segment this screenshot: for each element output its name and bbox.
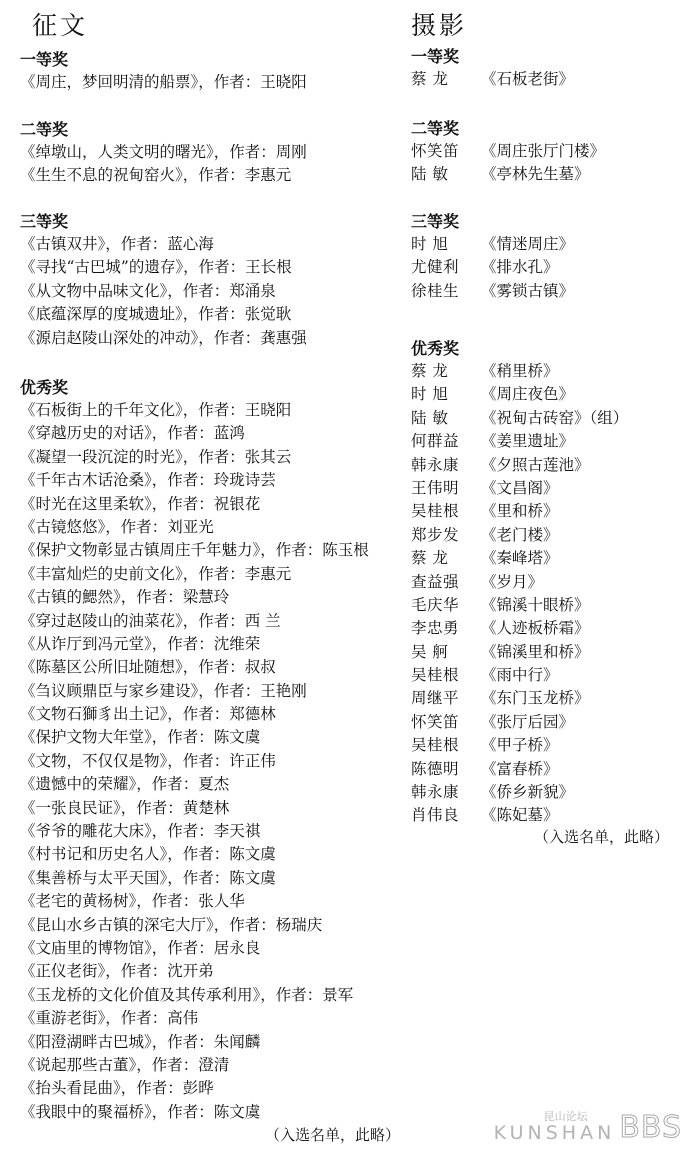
list-item: 《陈墓区公所旧址随想》，作者：叔叔 xyxy=(20,658,276,677)
photographer-name: 吴桂根 xyxy=(411,736,460,755)
photo-title: 《姜里遗址》 xyxy=(481,432,575,451)
list-item xyxy=(411,163,686,186)
photographer-name: 蔡 龙 xyxy=(411,549,449,568)
photographer-name: 吴 舸 xyxy=(411,642,449,661)
award-list xyxy=(20,399,410,1124)
photo-title: 《排水孔》 xyxy=(481,258,559,277)
essay-award-group xyxy=(20,48,410,94)
list-item: 《集善桥与太平天国》，作者：陈文虞 xyxy=(20,868,276,887)
photographer-name: 吴桂根 xyxy=(411,502,460,521)
award-heading: 优秀奖 xyxy=(20,378,69,397)
list-item: 《村书记和历史名人》，作者：陈文虞 xyxy=(20,845,276,864)
photo-title: 《情迷周庄》 xyxy=(481,235,575,253)
list-item: 《源启赵陵山深处的冲动》，作者：龚惠强 xyxy=(20,328,307,347)
photo-omitted-note: （入选名单，此略） xyxy=(534,828,670,846)
list-item xyxy=(411,804,686,827)
photo-title: 《人迹板桥霜》 xyxy=(481,619,590,638)
list-item: 《阳澄湖畔古巴城》，作者：朱闻麟 xyxy=(20,1032,261,1051)
photographer-name: 陈德明 xyxy=(411,759,460,778)
watermark-cn: 昆山论坛 xyxy=(543,1110,588,1123)
list-item: 《文物，不仅仅是物》，作者：许正伟 xyxy=(20,751,276,770)
photo-title: 《里和桥》 xyxy=(481,502,559,521)
list-item: 《爷爷的雕花大床》，作者：李天祺 xyxy=(20,822,261,841)
photo-title: 《祝甸古砖窑》（组） xyxy=(481,408,629,427)
list-item: 《底蕴深厚的度城遗址》，作者：张觉耿 xyxy=(20,305,292,324)
photo-title: 《秦峰塔》 xyxy=(481,549,559,568)
list-item: 《正仪老街》，作者：沈开弟 xyxy=(20,962,214,981)
list-item: 《绰墩山，人类文明的曙光》，作者：周刚 xyxy=(20,143,307,161)
award-heading: 一等奖 xyxy=(411,47,460,66)
award-heading: 三等奖 xyxy=(20,212,69,231)
list-item: 《玉龙桥的文化价值及其传承利用》，作者：景军 xyxy=(20,985,354,1004)
essay-section-title: 征文 xyxy=(32,11,89,40)
list-item xyxy=(411,571,686,594)
photo-award-group xyxy=(411,337,686,828)
photo-title: 《锦溪十眼桥》 xyxy=(481,595,590,614)
photographer-name: 李忠勇 xyxy=(411,619,460,638)
list-item xyxy=(411,758,686,781)
list-item: 《千年古木话沧桑》，作者：玲珑诗芸 xyxy=(20,471,276,490)
photo-title: 《老门楼》 xyxy=(481,525,559,544)
list-item xyxy=(411,280,686,303)
list-item: 《抬头看昆曲》，作者：彭晔 xyxy=(20,1079,214,1098)
list-item: 《一张良民证》，作者：黄楚林 xyxy=(20,798,230,817)
photographer-name: 蔡 龙 xyxy=(411,70,449,88)
photo-title: 《甲子桥》 xyxy=(481,736,559,755)
photo-title: 《富春桥》 xyxy=(481,759,559,778)
list-item xyxy=(411,524,686,547)
list-item: 《说起那些古董》，作者：澄清 xyxy=(20,1055,230,1074)
list-item xyxy=(411,233,686,256)
award-list xyxy=(20,71,410,94)
essay-award-group xyxy=(20,376,410,1124)
list-item: 《古镇双井》，作者：蓝心海 xyxy=(20,235,214,253)
photographer-name: 徐桂生 xyxy=(411,281,460,300)
list-item xyxy=(411,500,686,523)
essay-omitted-note: （入选名单，此略） xyxy=(265,1126,401,1144)
photographer-name: 吴桂根 xyxy=(411,666,460,685)
photo-award-group xyxy=(411,45,686,91)
list-item: 《丰富灿烂的史前文化》，作者：李惠元 xyxy=(20,564,292,583)
watermark-bbs: BBS xyxy=(619,1110,682,1145)
award-list xyxy=(20,141,410,188)
photo-title: 《文昌阁》 xyxy=(481,478,559,497)
award-heading: 一等奖 xyxy=(20,50,69,69)
award-list xyxy=(411,360,686,828)
photographer-name: 蔡 龙 xyxy=(411,362,449,380)
list-item: 《保护文物大年堂》，作者：陈文虞 xyxy=(20,728,261,747)
list-item: 《周庄，梦回明清的船票》，作者：王晓阳 xyxy=(20,73,307,91)
list-item: 《老宅的黄杨树》，作者：张人华 xyxy=(20,892,245,911)
photo-award-group xyxy=(411,117,686,187)
list-item xyxy=(411,140,686,163)
award-heading: 二等奖 xyxy=(20,120,69,139)
photographer-name: 毛庆华 xyxy=(411,595,460,614)
photo-title: 《周庄夜色》 xyxy=(481,385,575,404)
photographer-name: 韩永康 xyxy=(411,455,460,474)
award-heading: 优秀奖 xyxy=(411,339,460,358)
list-item xyxy=(411,594,686,617)
list-item: 《从诈厅到冯元堂》，作者：沈维荣 xyxy=(20,634,261,653)
list-item xyxy=(411,68,686,91)
photographer-name: 王伟明 xyxy=(411,478,460,497)
list-item: 《生生不息的祝甸窑火》，作者：李惠元 xyxy=(20,166,292,185)
list-item: 《文物石獅豸出土记》，作者：郑德林 xyxy=(20,705,276,724)
list-item xyxy=(411,687,686,710)
photo-section-title: 摄影 xyxy=(411,11,468,40)
photographer-name: 尤健利 xyxy=(411,258,460,277)
list-item xyxy=(411,781,686,804)
photographer-name: 陆 敏 xyxy=(411,165,449,184)
list-item: 《石板街上的千年文化》，作者：王晓阳 xyxy=(20,401,292,419)
list-item xyxy=(411,477,686,500)
photographer-name: 时 旭 xyxy=(411,235,449,253)
photo-title: 《东门玉龙桥》 xyxy=(481,689,590,708)
list-item: 《我眼中的聚福桥》，作者：陈文虞 xyxy=(20,1102,261,1121)
photographer-name: 时 旭 xyxy=(411,385,449,404)
photo-award-group xyxy=(411,210,686,303)
list-item: 《文庙里的博物馆》，作者：居永良 xyxy=(20,938,261,957)
list-item xyxy=(411,711,686,734)
photo-title: 《锦溪里和桥》 xyxy=(481,642,590,661)
award-heading: 三等奖 xyxy=(411,212,460,231)
photo-title: 《陈妃墓》 xyxy=(481,806,559,825)
photographer-name: 肖伟良 xyxy=(411,806,460,825)
photographer-name: 查益强 xyxy=(411,572,460,591)
award-list xyxy=(411,68,686,91)
photo-title: 《侨乡新貌》 xyxy=(481,783,575,802)
list-item: 《从文物中品味文化》，作者：郑涌泉 xyxy=(20,281,276,300)
photo-title: 《稍里桥》 xyxy=(481,362,559,380)
photographer-name: 韩永康 xyxy=(411,783,460,802)
list-item: 《古镜悠悠》，作者：刘亚光 xyxy=(20,517,214,536)
photo-title: 《亭林先生墓》 xyxy=(481,165,590,184)
photographer-name: 怀笑笛 xyxy=(411,142,460,160)
list-item xyxy=(411,547,686,570)
list-item: 《刍议顾鼎臣与家乡建设》，作者：王艳刚 xyxy=(20,681,307,700)
list-item: 《保护文物彰显古镇周庄千年魅力》，作者：陈玉根 xyxy=(20,541,369,560)
photo-title: 《雨中行》 xyxy=(481,666,559,685)
list-item xyxy=(411,454,686,477)
list-item xyxy=(411,734,686,757)
list-item: 《遗憾中的荣耀》，作者：夏杰 xyxy=(20,775,230,794)
list-item: 《凝望一段沉淀的时光》，作者：张其云 xyxy=(20,447,292,466)
list-item xyxy=(411,641,686,664)
list-item: 《重游老街》，作者：高伟 xyxy=(20,1009,199,1028)
list-item xyxy=(411,407,686,430)
award-list xyxy=(411,233,686,303)
list-item: 《穿过赵陵山的油菜花》，作者：西 兰 xyxy=(20,611,281,630)
list-item xyxy=(411,430,686,453)
essay-award-group xyxy=(20,118,410,188)
list-item xyxy=(411,383,686,406)
photographer-name: 周继平 xyxy=(411,689,460,708)
watermark-en: KUNSHAN xyxy=(493,1122,616,1144)
list-item: 《寻找“古巴城”的遗存》，作者：王长根 xyxy=(20,258,292,277)
photographer-name: 何群益 xyxy=(411,432,460,451)
award-list xyxy=(20,233,410,350)
award-heading: 二等奖 xyxy=(411,119,460,138)
photographer-name: 郑步发 xyxy=(411,525,460,544)
list-item xyxy=(411,664,686,687)
list-item: 《古镇的鰓然》，作者：梁慧玲 xyxy=(20,588,230,607)
photo-title: 《夕照古莲池》 xyxy=(481,455,590,474)
award-list xyxy=(411,140,686,187)
photographer-name: 陆 敏 xyxy=(411,408,449,427)
list-item: 《时光在这里柔软》，作者：祝银花 xyxy=(20,494,261,513)
list-item xyxy=(411,360,686,383)
list-item: 《昆山水乡古镇的深宅大厅》，作者：杨瑞庆 xyxy=(20,915,323,934)
photo-title: 《张厅后园》 xyxy=(481,712,575,731)
list-item xyxy=(411,617,686,640)
forum-watermark xyxy=(494,1111,682,1143)
photographer-name: 怀笑笛 xyxy=(411,712,460,731)
photo-title: 《石板老街》 xyxy=(481,70,575,88)
photo-title: 《周庄张厅门楼》 xyxy=(481,142,606,160)
list-item: 《穿越历史的对话》，作者：蓝鸿 xyxy=(20,424,245,443)
list-item xyxy=(411,256,686,279)
essay-award-group xyxy=(20,210,410,350)
photo-title: 《雾锁古镇》 xyxy=(481,281,575,300)
photo-title: 《岁月》 xyxy=(481,572,544,591)
